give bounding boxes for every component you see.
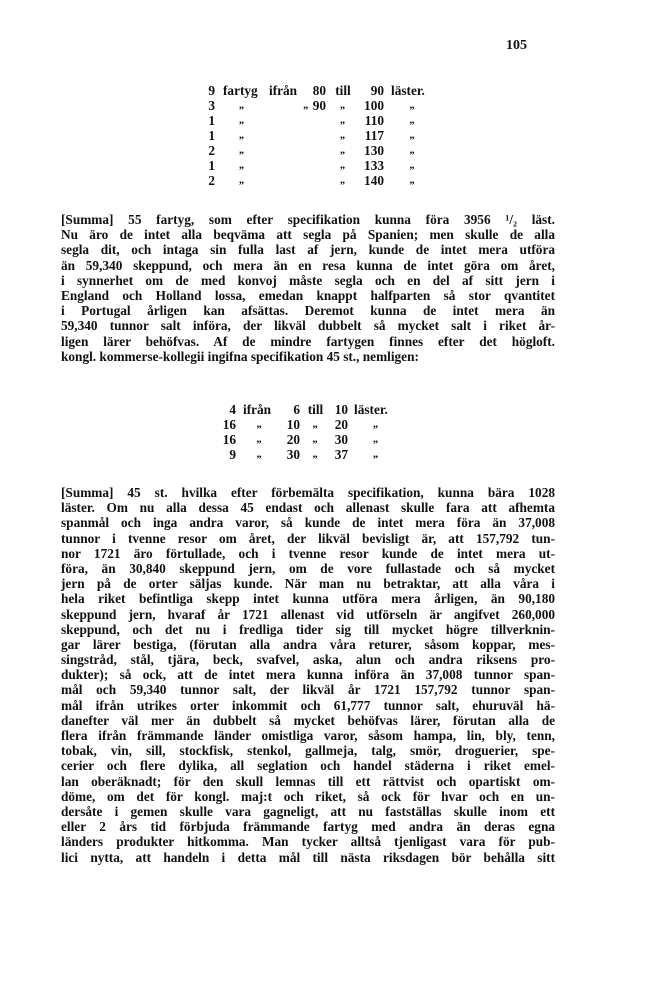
text-line: kongl. kommerse-kollegii ingifna specifikation 45 st., nemligen: bbox=[61, 348, 419, 364]
text-line: mål ifrån utrikes orter inkommit och 61,777 tunnor salt, ehuruväl hä- bbox=[61, 697, 555, 713]
table-row: 1 „ „ 117 „ bbox=[208, 128, 416, 143]
text-line: eller 2 års tid förbjuda främmande fartyg med andra än deras egna bbox=[61, 819, 555, 835]
text-line: tunnor i tvenne resor om året, der likväl bevisligt är, att 157,792 tun- bbox=[61, 530, 555, 546]
text-line: lan oberäknadt; för den skull lemnas till ett rättvist och opartiskt om- bbox=[61, 773, 555, 789]
table-row: 9 „ 30 „ 37 „ bbox=[229, 447, 379, 462]
ship-specification-table-small bbox=[217, 402, 404, 462]
paragraph-summa-45 bbox=[61, 485, 555, 865]
text-line: flera ifrån främmande länder omistliga varor, såsom hampa, lin, bly, tenn, bbox=[61, 728, 555, 743]
text-line: ligen lärer behöfvas. Af de mindre fartygen finnes efter det högloft. bbox=[61, 333, 555, 349]
text-line: [Summa] 45 st. hvilka efter förbemälta specifikation, kunna bära 1028 bbox=[61, 485, 555, 500]
text-line: nor 1721 äro förtullade, och i tvenne resor kunde de intet mera ut- bbox=[61, 545, 555, 561]
table-row: 16 „ 20 „ 30 „ bbox=[222, 432, 379, 447]
table-row: 2 „ „ 130 „ bbox=[208, 143, 416, 158]
text-line: lici nytta, att handeln i detta mål till nästa riksdagen bör behålla sitt bbox=[61, 849, 555, 865]
table-row: 1 „ „ 133 „ bbox=[208, 158, 416, 173]
text-line: danefter väl mer än dubbelt så mycket behöfvas lärer, förutan alla de bbox=[61, 712, 555, 728]
text-line: 59,340 tunnor salt införa, der likväl dubbelt så mycket salt i riket år- bbox=[61, 318, 555, 334]
text-line: än 59,340 skeppund, och mera än en resa kunna de intet göra om året, bbox=[61, 257, 555, 273]
text-line: [Summa] 55 fartyg, som efter specifikation kunna föra 3956 ¹/₂ läst. bbox=[61, 212, 555, 227]
text-line: gar lärer bestiga, (förutan alla andra våra returer, såsom koppar, mes- bbox=[61, 636, 555, 652]
text-line: skeppund jern, hvaraf år 1721 allenast vid utförseln är angifvet 260,000 bbox=[61, 606, 555, 622]
table-row: 9 fartyg ifrån 80 till 90 läster. bbox=[208, 83, 425, 98]
text-line: dersåte i gemen skulle vara gagneligt, att nu fastställas skulle inom ett bbox=[61, 803, 555, 819]
page-number: 105 bbox=[506, 38, 527, 53]
text-line: mål och 59,340 tunnor salt, der likväl år 1721 157,792 tunnor span- bbox=[61, 682, 555, 698]
text-line: segla dit, och intaga sin fulla last af jern, kunde de intet mera utföra bbox=[61, 242, 555, 258]
text-line: spanmål och inga andra varor, så kunde de intet mera föra än 37,008 bbox=[61, 515, 555, 531]
text-line: jern på de orter säljas kunde. När man nu betraktar, att alla våra i bbox=[61, 576, 555, 592]
ship-specification-table-large bbox=[201, 83, 441, 188]
text-line: dukter); så ock, att de intet mera kunna införa än 37,008 tunnor span- bbox=[61, 667, 555, 683]
table-row: 1 „ „ 110 „ bbox=[208, 113, 416, 128]
text-line: cerier och flere dylika, all seglation och handel städerna i riket emel- bbox=[61, 758, 555, 774]
text-line: läster. Om nu alla dessa 45 endast och allenast skulle fara att afhemta bbox=[61, 500, 555, 516]
text-line: singstråd, stål, tjära, beck, svafvel, aska, alun och andra riksens pro- bbox=[61, 652, 555, 668]
table-row: 2 „ „ 140 „ bbox=[208, 173, 416, 188]
paragraph-summa-55 bbox=[61, 212, 555, 364]
text-line: tobak, vin, sill, stockfisk, stenkol, gallmeja, talg, smör, droguerier, spe- bbox=[61, 743, 555, 759]
text-line: döme, om det för kongl. maj:t och riket, så ock för hvar och en un- bbox=[61, 788, 555, 804]
text-line: i Portugal årligen kan afsättas. Deremot kunna de intet mera än bbox=[61, 303, 555, 319]
text-line: i synnerhet om de med konvoj måste segla och en del af sitt jern i bbox=[61, 272, 555, 288]
text-line: länders produkter hitkomma. Man tycker alltså tjenligast vara för pub- bbox=[61, 834, 555, 850]
text-line: skeppund, och det nu i fredliga tider sig till mycket högre tillverknin- bbox=[61, 621, 555, 637]
text-line: hela riket befintliga skepp intet kunna utföra mera årligen, än 90,180 bbox=[61, 591, 555, 607]
table-row: 3 „ „ 90 „ 100 „ bbox=[208, 98, 416, 113]
text-line: Nu äro de intet alla beqväma att segla på Spanien; men skulle de alla bbox=[61, 227, 555, 243]
text-line: England och Holland lossa, emedan knappt halfparten så stor qvantitet bbox=[61, 287, 555, 303]
text-line: föra, än 30,840 skeppund jern, om de vore fullastade och så mycket bbox=[61, 560, 555, 576]
table-row: 16 „ 10 „ 20 „ bbox=[222, 417, 379, 432]
table-row: 4 ifrån 6 till 10 läster. bbox=[229, 402, 388, 417]
